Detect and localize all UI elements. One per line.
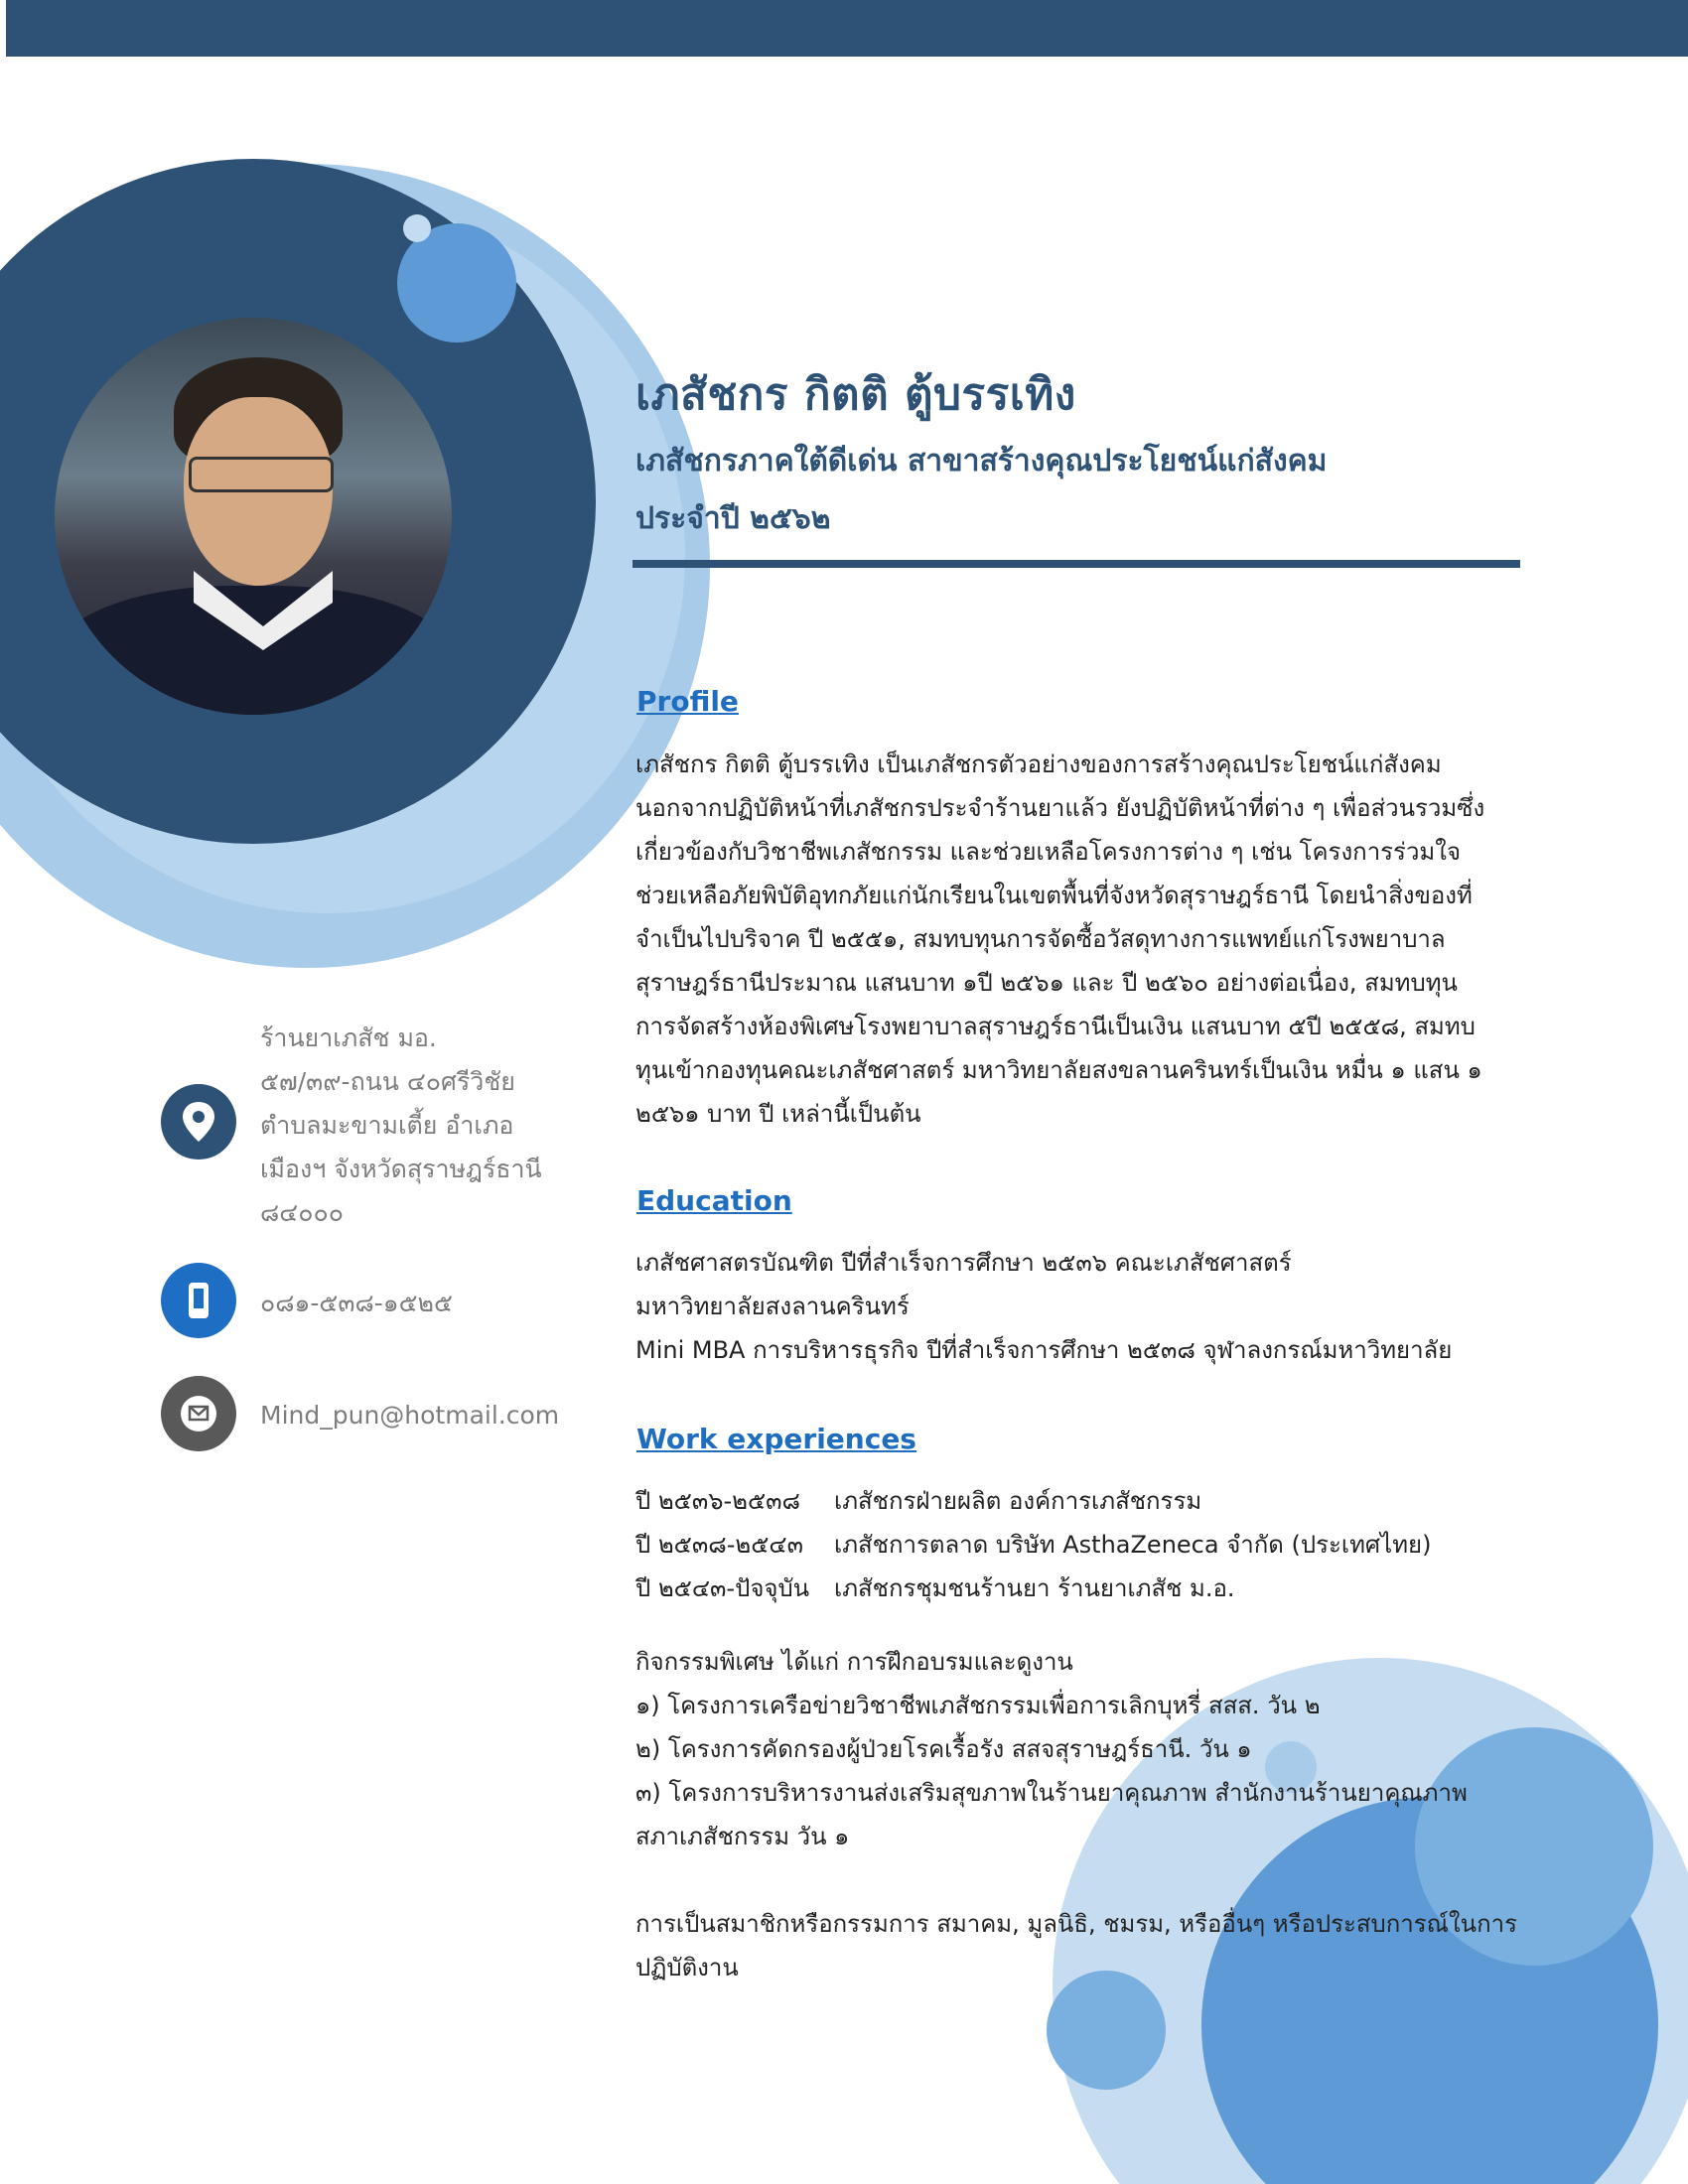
person-name: เภสัชกร กิตติ ตู้บรรเทิง bbox=[635, 369, 1076, 420]
profile-line: สุราษฎร์ธานีประมาณ แสนบาท ๑ปี ๒๕๖๑ และ ปี ๒๕๖๐ อย่างต่อเนื่อง, สมทบทุน bbox=[635, 969, 1458, 997]
education-line: มหาวิทยาลัยสงลานครินทร์ bbox=[635, 1293, 910, 1320]
contact-phone: ๐๘๑-๕๓๘-๑๕๒๕ bbox=[260, 1289, 453, 1317]
award-subtitle bbox=[635, 433, 1390, 548]
profile-text bbox=[635, 743, 1519, 1136]
subtitle-line-1: เภสัชกรภาคใต้ดีเด่น สาขาสร้างคุณประโยชน์แก่สังคม bbox=[635, 444, 1328, 478]
work-list bbox=[635, 1479, 1519, 1610]
activity-line: กิจกรรมพิเศษ ได้แก่ การฝึกอบรมและดูงาน bbox=[635, 1648, 1073, 1676]
membership-line: การเป็นสมาชิกหรือกรรมการ สมาคม, มูลนิธิ, ชมรม, หรืออื่นๆ หรือประสบการณ์ในการ bbox=[635, 1910, 1517, 1938]
work-desc: เภสัชการตลาด บริษัท AsthaZeneca จำกัด (ประเทศไทย) bbox=[834, 1531, 1432, 1559]
address-line: ๕๗/๓๙-ถนน ๔๐ศรีวิชัย bbox=[260, 1067, 515, 1096]
email-icon bbox=[161, 1376, 236, 1451]
work-years: ปี ๒๕๓๘-๒๕๔๓ bbox=[635, 1531, 803, 1559]
work-desc: เภสัชกรฝ่ายผลิต องค์การเภสัชกรรม bbox=[834, 1487, 1202, 1515]
subtitle-line-2: ประจำปี ๒๕๖๒ bbox=[635, 501, 831, 536]
work-row bbox=[635, 1523, 1519, 1567]
profile-line: เภสัชกร กิตติ ตู้บรรเทิง เป็นเภสัชกรตัวอย่างของการสร้างคุณประโยชน์แก่สังคม bbox=[635, 751, 1442, 778]
contact-email[interactable]: Mind_pun@hotmail.com bbox=[260, 1401, 560, 1430]
activities-text bbox=[635, 1640, 1519, 1858]
phone-icon bbox=[161, 1263, 236, 1338]
profile-line: การจัดสร้างห้องพิเศษโรงพยาบาลสุราษฎร์ธานีเป็นเงิน แสนบาท ๕ปี ๒๕๕๘, สมทบ bbox=[635, 1013, 1476, 1040]
activity-line: สภาเภสัชกรรม วัน ๑ bbox=[635, 1823, 850, 1850]
profile-line: จำเป็นไปบริจาค ปี ๒๕๕๑, สมทบทุนการจัดซื้อวัสดุทางการแพทย์แก่โรงพยาบาล bbox=[635, 925, 1446, 953]
work-years: ปี ๒๕๓๖-๒๕๓๘ bbox=[635, 1487, 801, 1515]
address-line: เมืองฯ จังหวัดสุราษฎร์ธานี bbox=[260, 1155, 542, 1183]
profile-heading: Profile bbox=[636, 685, 739, 718]
profile-photo bbox=[55, 318, 452, 715]
membership-text bbox=[635, 1902, 1519, 1989]
contact-address bbox=[260, 1017, 542, 1235]
profile-line: เกี่ยวข้องกับวิชาชีพเภสัชกรรม และช่วยเหลือโครงการต่าง ๆ เช่น โครงการร่วมใจ bbox=[635, 838, 1462, 866]
education-heading: Education bbox=[636, 1184, 792, 1217]
activity-line: ๑) โครงการเครือข่ายวิชาชีพเภสัชกรรมเพื่อการเลิกบุหรี่ สสส. วัน ๒ bbox=[635, 1692, 1321, 1719]
work-heading: Work experiences bbox=[636, 1423, 916, 1455]
profile-line: ช่วยเหลือภัยพิบัติอุทกภัยแก่นักเรียนในเขตพื้นที่จังหวัดสุราษฎร์ธานี โดยนำสิ่งของที่ bbox=[635, 882, 1473, 909]
work-years: ปี ๒๕๔๓-ปัจจุบัน bbox=[635, 1574, 810, 1602]
activity-line: ๓) โครงการบริหารงานส่งเสริมสุขภาพในร้านยาคุณภาพ สำนักงานร้านยาคุณภาพ bbox=[635, 1779, 1468, 1807]
activity-line: ๒) โครงการคัดกรองผู้ป่วยโรคเรื้อรัง สสจสุราษฎร์ธานี. วัน ๑ bbox=[635, 1735, 1252, 1763]
profile-line: นอกจากปฏิบัติหน้าที่เภสัชกรประจำร้านยาแล้ว ยังปฏิบัติหน้าที่ต่าง ๆ เพื่อส่วนรวมซึ่ง bbox=[635, 794, 1485, 822]
address-line: ๘๔๐๐๐ bbox=[260, 1198, 344, 1227]
education-text bbox=[635, 1241, 1519, 1372]
membership-line: ปฏิบัติงาน bbox=[635, 1954, 739, 1981]
profile-line: ๒๕๖๑ บาท ปี เหล่านี้เป็นต้น bbox=[635, 1100, 921, 1128]
work-desc: เภสัชกรชุมชนร้านยา ร้านยาเภสัช ม.อ. bbox=[834, 1574, 1235, 1602]
address-line: ร้านยาเภสัช มอ. bbox=[260, 1024, 437, 1052]
work-row bbox=[635, 1479, 1519, 1523]
location-icon bbox=[161, 1084, 236, 1160]
address-line: ตำบลมะขามเตี้ย อำเภอ bbox=[260, 1111, 514, 1140]
work-row bbox=[635, 1567, 1519, 1610]
education-line: Mini MBA การบริหารธุรกิจ ปีที่สำเร็จการศึกษา ๒๕๓๘ จุฬาลงกรณ์มหาวิทยาลัย bbox=[635, 1336, 1453, 1364]
profile-line: ทุนเข้ากองทุนคณะเภสัชศาสตร์ มหาวิทยาลัยสงขลานครินทร์เป็นเงิน หมื่น ๑ แสน ๑ bbox=[635, 1056, 1482, 1084]
header-divider bbox=[633, 560, 1520, 568]
education-line: เภสัชศาสตรบัณฑิต ปีที่สำเร็จการศึกษา ๒๕๓๖ คณะเภสัชศาสตร์ bbox=[635, 1249, 1292, 1277]
